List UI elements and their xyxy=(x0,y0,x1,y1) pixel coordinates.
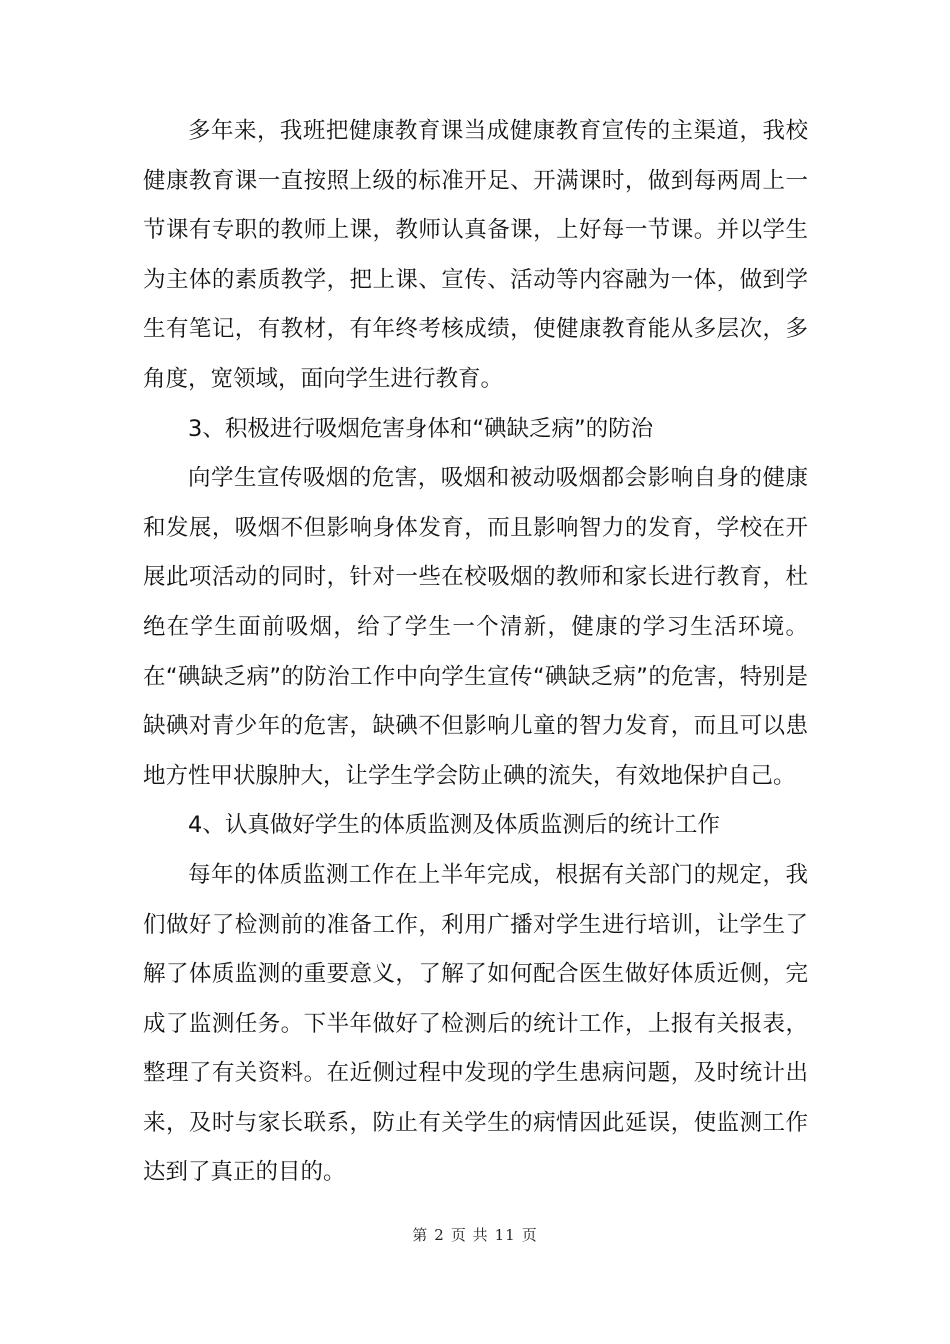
paragraph-smoking-iodine: 向学生宣传吸烟的危害，吸烟和被动吸烟都会影响自身的健康和发展，吸烟不但影响身体发育，而且影响智力的发育，学校在开展此项活动的同时，针对一些在校吸烟的教师和家长进行教育，杜绝在学生面前吸烟，给了学生一个清新，健康的学习生活环境。在“碘缺乏病”的防治工作中向学生宣传“碘缺乏病”的危害，特别是缺碘对青少年的危害，缺碘不但影响儿童的智力发育，而且可以患地方性甲状腺肿大，让学生学会防止碘的流失，有效地保护自己。 xyxy=(143,465,808,789)
current-page-number: 2 xyxy=(434,1226,445,1244)
paragraph-physical-monitoring: 每年的体质监测工作在上半年完成，根据有关部门的规定，我们做好了检测前的准备工作，利用广播对学生进行培训，让学生了解了体质监测的重要意义，了解了如何配合医生做好体质近侧，完成了监测任务。下半年做好了检测后的统计工作，上报有关报表，整理了有关资料。在近侧过程中发现的学生患病问题，及时统计出来，及时与家长联系，防止有关学生的病情因此延误，使监测工作达到了真正的目的。 xyxy=(143,861,808,1186)
section-heading-smoking-iodine: 3、积极进行吸烟危害身体和“碘缺乏病”的防治 xyxy=(188,415,654,442)
paragraph-health-course: 多年来，我班把健康教育课当成健康教育宣传的主渠道，我校健康教育课一直按照上级的标准开足、开满课时，做到每两周上一节课有专职的教师上课，教师认真备课，上好每一节课。并以学生为主体的素质教学，把上课、宣传、活动等内容融为一体，做到学生有笔记，有教材，有年终考核成绩，使健康教育能从多层次，多角度，宽领域，面向学生进行教育。 xyxy=(143,118,808,392)
document-body xyxy=(143,107,808,1198)
section-heading-physical-monitoring: 4、认真做好学生的体质监测及体质监测后的统计工作 xyxy=(188,812,720,839)
page-footer xyxy=(0,1224,950,1245)
page-label-middle: 页 共 xyxy=(450,1226,489,1244)
page-label-prefix: 第 xyxy=(412,1226,429,1244)
total-pages-number: 11 xyxy=(494,1226,516,1244)
page-label-suffix: 页 xyxy=(521,1226,538,1244)
